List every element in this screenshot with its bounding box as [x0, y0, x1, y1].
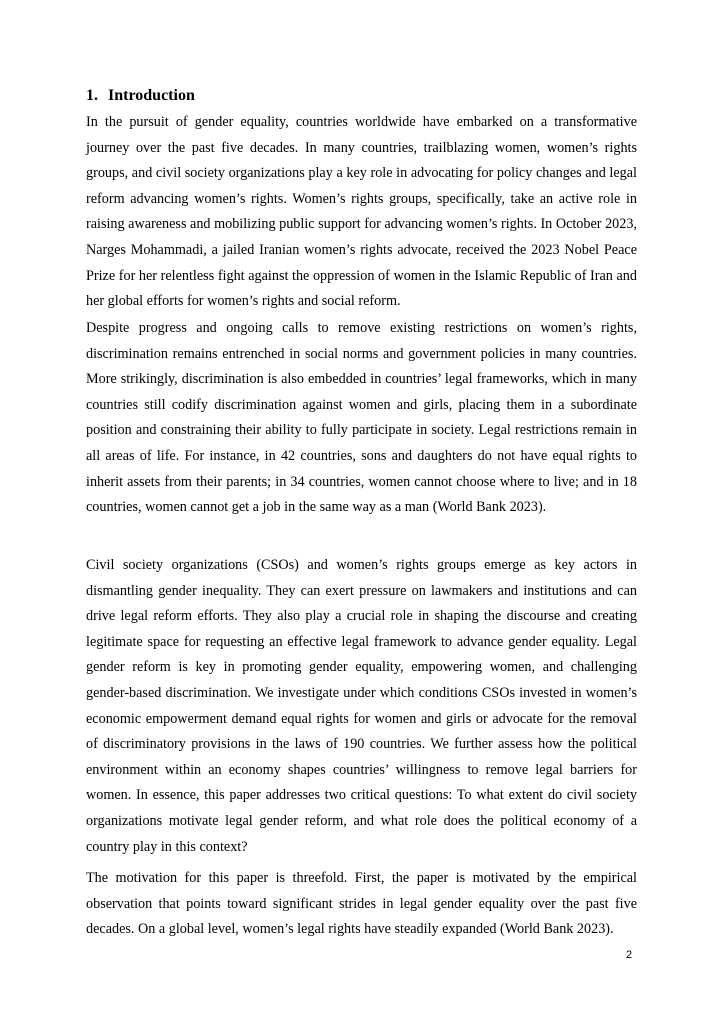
page-number: 2 [626, 949, 633, 961]
paragraph-4: The motivation for this paper is threefold. First, the paper is motivated by the empirical observation that points toward significant strides in legal gender equality over the past five decades. On a global level, women’s legal rights have steadily expanded (World Bank 2023). [86, 870, 637, 938]
section-heading [86, 86, 195, 106]
paragraph-2: Despite progress and ongoing calls to remove existing restrictions on women’s rights, discrimination remains entrenched in social norms and government policies in many countries. More strikingly, discrimination is also embedded in countries’ legal frameworks, which in many countries still codify discrimination against women and girls, placing them in a subordinate position and constraining their ability to fully participate in society. Legal restrictions remain in all areas of life. For instance, in 42 countries, sons and daughters do not have equal rights to inherit assets from their parents; in 34 countries, women cannot choose where to live; and in 18 countries, women cannot get a job in the same way as a man (World Bank 2023). [86, 320, 637, 516]
paragraph-3: Civil society organizations (CSOs) and women’s rights groups emerge as key actors in dismantling gender inequality. They can exert pressure on lawmakers and institutions and can drive legal reform efforts. They also play a crucial role in shaping the discourse and creating legitimate space for requesting an effective legal framework to advance gender equality. Legal gender reform is key in promoting gender equality, empowering women, and challenging gender-based discrimination. We investigate under which conditions CSOs invested in women’s economic empowerment demand equal rights for women and girls or advocate for the removal of discriminatory provisions in the laws of 190 countries. We further assess how the political environment within an economy shapes countries’ willingness to remove legal barriers for women. In essence, this paper addresses two critical questions: To what extent do civil society organizations motivate legal gender reform, and what role does the political economy of a country play in this context? [86, 557, 637, 855]
section-number: 1. [86, 87, 98, 104]
paragraph-1: In the pursuit of gender equality, countries worldwide have embarked on a transformative journey over the past five decades. In many countries, trailblazing women, women’s rights groups, and civil society organizations play a key role in advocating for policy changes and legal reform advancing women’s rights. Women’s rights groups, specifically, take an active role in raising awareness and mobilizing public support for advancing women’s rights. In October 2023, Narges Mohammadi, a jailed Iranian women’s rights advocate, received the 2023 Nobel Peace Prize for her relentless fight against the oppression of women in the Islamic Republic of Iran and her global efforts for women’s rights and social reform. [86, 114, 637, 310]
section-title: Introduction [108, 87, 195, 104]
